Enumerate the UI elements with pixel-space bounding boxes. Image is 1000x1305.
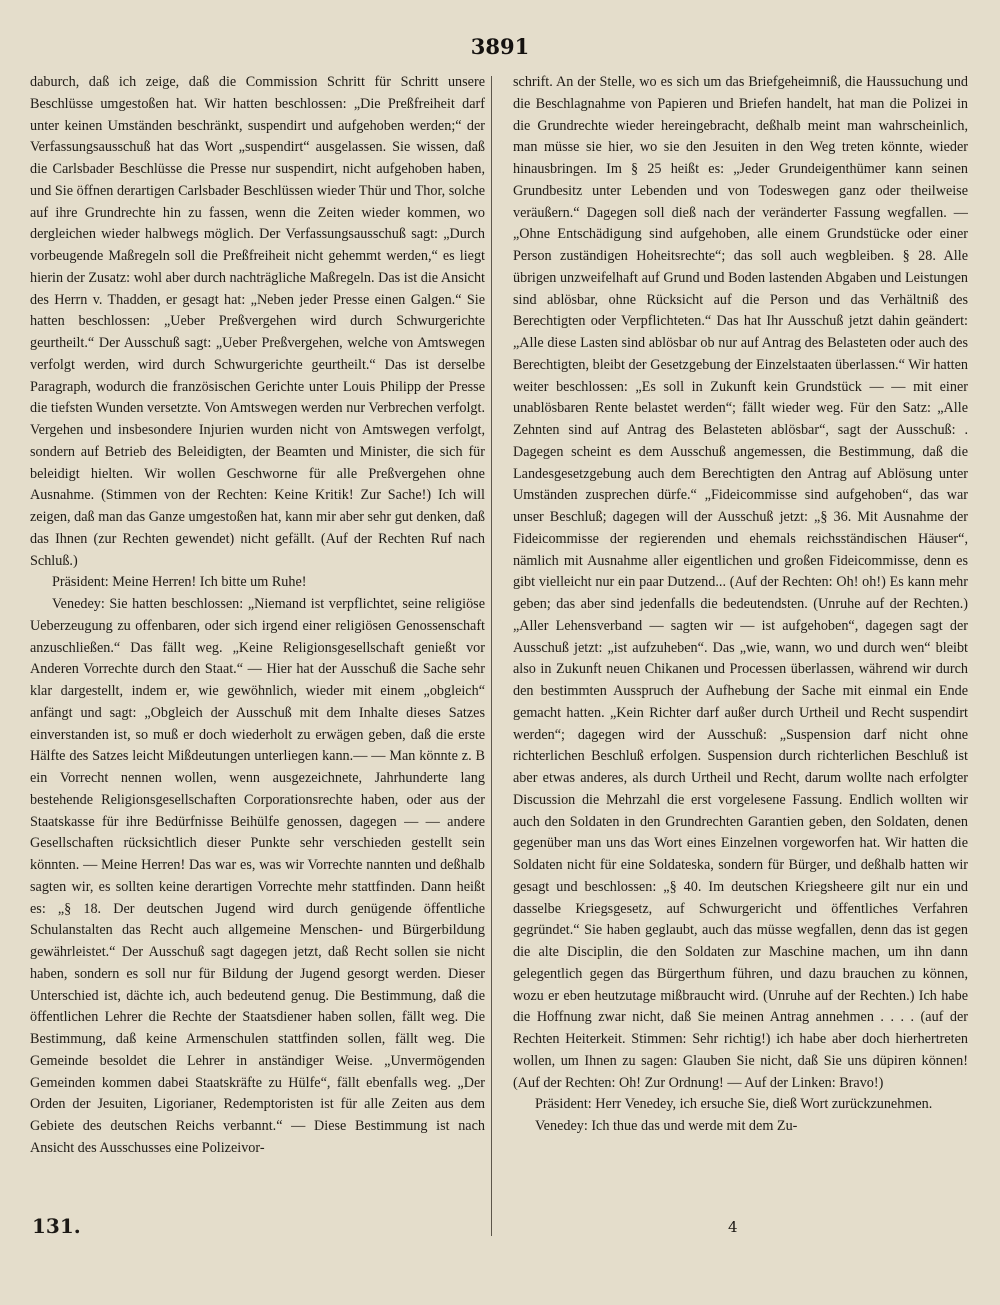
paragraph: daburch, daß ich zeige, daß die Commission Schritt für Schritt unsere Beschlüsse umgestoßen hat. Wir hatten beschlossen: „Die Preßfreiheit darf unter keinen Umständen beschränkt, suspendirt und aufgehoben werden;“ der Verfassungsausschuß hat das Wort „suspendirt“ ausgelassen. Sie wissen, daß die Carlsbader Beschlüsse die Presse nur suspendirt, nicht aufgehoben haben, und Sie öffnen derartigen Carlsbader Beschlüssen wieder Thür und Thor, solche auf ihre Grundrechte hin zu fassen, wenn die Zeiten wieder kommen, wo dergleichen wieder halbwegs möglich. Der Verfassungsausschuß sagt: „Durch vorbeugende Maßregeln soll die Preßfreiheit nicht gehemmt werden,“ es liegt hierin der Zusatz: wohl aber durch nachträgliche Maßregeln. Das ist die Ansicht des Herrn v. Thadden, er gesagt hat: „Neben jeder Presse einen Galgen.“ Sie hatten beschlossen: „Ueber Preßvergehen wird durch Schwurgerichte geurtheilt.“ Der Ausschuß sagt: „Ueber Preßvergehen, welche von Amtswegen verfolgt werden, wird durch Schwurgerichte geurtheilt.“ Das ist derselbe Paragraph, wodurch die französischen Gerichte unter Louis Philipp der Presse die tiefsten Wunden versetzte. Von Amtswegen werden nur Verbrechen verfolgt. Vergehen und insbesondere Injurien wurden nicht von Amtswegen verfolgt, sondern auf Betrieb des Beleidigten, der Beamten und Minister, die sich für beleidigt hielten. Wir wollen Geschworne für alle Preßvergehen ohne Ausnahme. (Stimmen von der Rechten: Keine Kritik! Zur Sache!) Ich will zeigen, daß man das Ganze umgestoßen hat, kann mir aber sehr gut denken, daß das Ihnen (zur Rechten gewendet) nicht gefällt. (Auf der Rechten Ruf nach Schluß.) [30, 74, 485, 569]
paragraph: Venedey: Sie hatten beschlossen: „Niemand ist verpflichtet, seine religiöse Ueberzeugung zu offenbaren, oder sich irgend einer religiösen Genossenschaft anzuschließen.“ Das fällt weg. „Keine Religionsgesellschaft genießt vor Anderen Vorrechte durch den Staat.“ — Hier hat der Ausschuß die Sache sehr klar dargestellt, indem er, wie gewöhnlich, wieder mit einem „obgleich“ anfängt und sagt: „Obgleich der Ausschuß mit dem Inhalte dieses Satzes einverstanden ist, so muß er doch wiederholt zu erwägen geben, daß die erste Hälfte des Satzes leicht Mißdeutungen unterliegen kann.— — Man könnte z. B ein Vorrecht nennen wollen, wenn ausgezeichnete, Jahrhunderte lang bestehende Religionsgesellschaften Corporationsrechte haben, oder aus der Staatskasse für ihre Bedürfnisse Beihülfe genossen, dagegen — — andere Gesellschaften rücksichtlich dieser Punkte sehr verschieden gestellt sein könnten. — Meine Herren! Das war es, was wir Vorrechte nannten und deßhalb sagten wir, es sollten keine derartigen Vorrechte mehr stattfinden. Dann heißt es: „§ 18. Der deutschen Jugend wird durch genügende öffentliche Schulanstalten das Recht auch allgemeine Menschen- und Bürgerbildung gewährleistet.“ Der Ausschuß sagt dagegen jetzt, daß Recht sollen sie nicht haben, sondern es soll nur für Bildung der Jugend gesorgt werden. Dieser Unterschied ist, dächte ich, auch bedeutend genug. Die Bestimmung, daß die öffentlichen Lehrer die Rechte der Staatsdiener haben sollen, fällt weg. Die Bestimmung, daß keine Armenschulen stattfinden sollen, fällt weg. Die Gemeinde besoldet die Lehrer in anständiger Weise. „Unvermögenden Gemeinden kommen dabei Staatskräfte zu Hülfe“, fällt ebenfalls weg. „Der Orden der Jesuiten, Ligorianer, Redemptoristen ist für alle Zeiten aus dem Gebiete des deutschen Reichs verbannt.“ — Diese Bestimmung ist nach Ansicht des Ausschusses eine Polizeivor- [30, 596, 485, 1156]
paragraph: schrift. An der Stelle, wo es sich um das Briefgeheimniß, die Haussuchung und die Beschlagnahme von Papieren und Briefen handelt, hat man die Polizei in die Grundrechte wieder hereingebracht, deßhalb meint man wahrscheinlich, man müsse sie hier, wo sie den Jesuiten in den Weg treten könnte, wieder hinausbringen. Im § 25 heißt es: „Jeder Grundeigenthümer kann seinen Grundbesitz unter Lebenden und von Todeswegen ganz oder theilweise veräußern.“ Dagegen soll dieß nach der veränderter Fassung wegfallen. — „Ohne Entschädigung sind aufgehoben, alle einem Grundstücke oder einer Person zuständigen Hoheitsrechte“; das soll auch wegbleiben. § 28. Alle übrigen unzweifelhaft auf Grund und Boden lastenden Abgaben und Leistungen sind ablösbar, ohne Rücksicht auf die Person und das Verhältniß des Berechtigten oder Verpflichteten.“ Das hat Ihr Ausschuß jetzt dahin geändert: „Alle diese Lasten sind ablösbar ob nur auf Antrag des Belasteten oder auch des Berechtigten, bleibt der Gesetzgebung der Einzelstaaten überlassen.“ Wir hatten weiter beschlossen: „Es soll in Zukunft kein Grundstück — — mit einer unablösbaren Rente belastet werden“; fällt wieder weg. Für den Satz: „Alle Zehnten sind auf Antrag des Belasteten ablösbar“, sagt der Ausschuß: . Dagegen scheint es dem Ausschuß angemessen, die Bestimmung, daß die Landesgesetzgebung auch dem Berechtigten den Antrag auf Ablösung unter Umständen zusprechen dürfe.“ „Fideicommisse sind aufgehoben“, das war unser Beschluß; dagegen will der Ausschuß jetzt: „§ 36. Mit Ausnahme der Fideicommisse der regierenden und ehemals reichsständischen Häuser“, nämlich mit Ausnahme aller eigentlichen und großen Fideicommisse, denn es gibt vielleicht nur ein paar Dutzend... (Auf der Rechten: Oh! oh!) Es kann mehr geben; das aber sind jedenfalls die bedeutendsten. (Unruhe auf der Rechten.) „Aller Lehensverband — sagten wir — ist aufgehoben“, dagegen sagt der Ausschuß jetzt: „ist aufzuheben“. Das „wie, wann, wo und durch wen“ bleibt also in Zukunft neuen Chikanen und Processen überlassen, während wir durch den bestimmten Ausspruch der Aufhebung der Sache mit einmal ein Ende gemacht hatten. „Kein Richter darf außer durch Urtheil und Recht suspendirt werden“; dagegen wird der Ausschuß: „Suspension darf nicht ohne richterlichen Beschluß erfolgen. Suspension durch richterlichen Beschluß ist aber etwas anderes, als durch Urtheil und Recht, darum wollte nach erfolgter Discussion die Mehrzahl die erst vorgelesene Fassung. Endlich wollten wir auch den Soldaten in den Grundrechten Garantien geben, den Soldaten, denen gegenüber man uns das Wort eines Einzelnen vorgeworfen hat. Wir hatten die Soldaten nicht für eine Soldateska, sondern für Bürger, und deßhalb hatten wir gesagt und beschlossen: „§ 40. Im deutschen Kriegsheere gilt nur ein und dasselbe Kriegsgesetz, auf Schwurgericht und öffentliches Verfahren gegründet.“ Sie haben geglaubt, auch das müsse wegfallen, denn das ist gegen die alte Disciplin, die den Soldaten zur Maschine machen, um ihn dann gelegentlich gegen das Bürgerthum führen, und dazu brauchen zu können, wozu er eben heutzutage mißbraucht wird. (Unruhe auf der Rechten.) Ich habe die Hoffnung zwar nicht, daß Sie meinen Antrag annehmen . . . . (auf der Rechten Heiterkeit. Stimmen: Sehr richtig!) ich habe aber doch hierhertreten wollen, um Ihnen zu sagen: Glauben Sie nicht, daß Sie uns düpiren können! (Auf der Rechten: Oh! Zur Ordnung! — Auf der Linken: Bravo!) [513, 74, 968, 1091]
column-divider [491, 76, 492, 1236]
right-column [513, 72, 968, 1240]
sheet-number: 131. [32, 1214, 81, 1238]
page-number: 3891 [470, 34, 530, 59]
signature-mark: 4 [728, 1218, 738, 1236]
paragraph: Präsident: Meine Herren! Ich bitte um Ruhe! [52, 574, 307, 591]
paragraph: Präsident: Herr Venedey, ich ersuche Sie, dieß Wort zurückzunehmen. [535, 1096, 933, 1113]
paragraph: Venedey: Ich thue das und werde mit dem Zu- [535, 1118, 798, 1134]
left-column [30, 72, 485, 1240]
